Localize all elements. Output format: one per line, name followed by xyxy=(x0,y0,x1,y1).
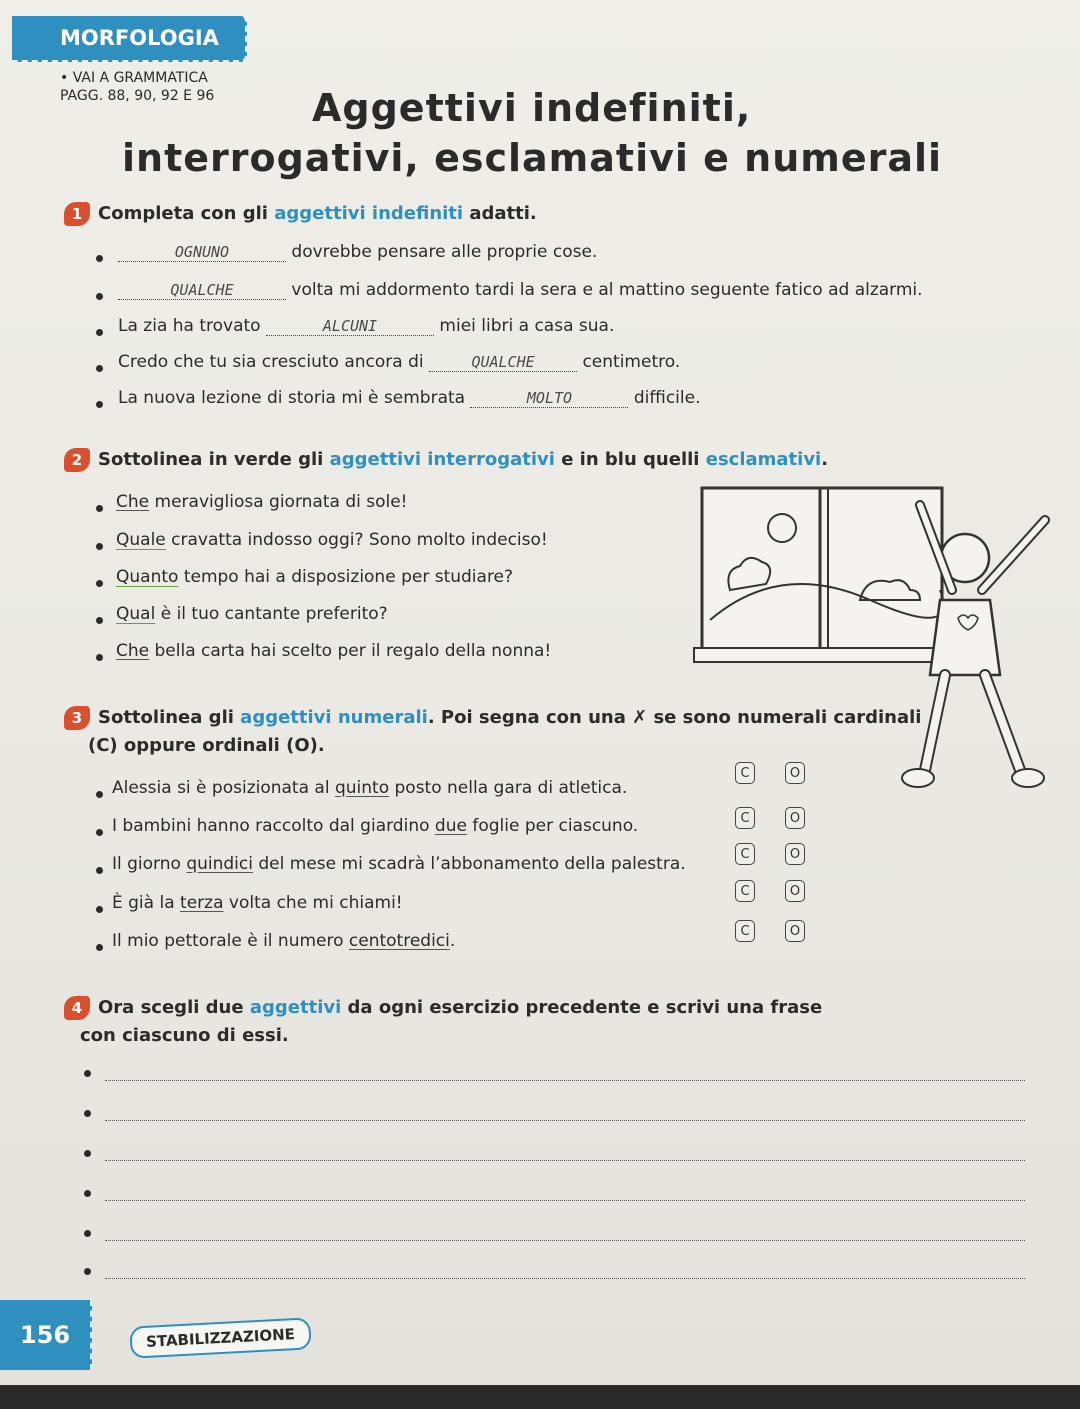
cardinal-checkbox[interactable]: C xyxy=(735,843,755,865)
bullet xyxy=(96,580,103,587)
ex1-item-3: La zia ha trovato ALCUNI miei libri a casa sua. xyxy=(118,316,615,336)
answer-line[interactable] xyxy=(105,1278,1025,1279)
answer-line[interactable] xyxy=(105,1200,1025,1201)
bullet xyxy=(96,505,103,512)
exercise-4-heading xyxy=(64,994,822,1022)
bullet xyxy=(84,1110,91,1117)
page-number: 156 xyxy=(0,1300,92,1370)
ex1-item-2: QUALCHE volta mi addormento tardi la sera e al mattino seguente fatico ad alzarmi. xyxy=(118,280,923,300)
background-surface xyxy=(0,1385,1080,1409)
ex2-item-1: Che meravigliosa giornata di sole! xyxy=(116,492,408,512)
exercise-1-number: 1 xyxy=(64,202,90,226)
bullet xyxy=(96,365,103,372)
ex3-item-2: I bambini hanno raccolto dal giardino due foglie per ciascuno. xyxy=(112,816,639,836)
bullet xyxy=(96,617,103,624)
bullet xyxy=(84,1268,91,1275)
exercise-2-heading xyxy=(64,446,828,474)
page-title-line2: interrogativi, esclamativi e numerali xyxy=(122,136,943,180)
ordinal-checkbox[interactable]: O xyxy=(785,843,805,865)
answer-line[interactable] xyxy=(105,1080,1025,1081)
exercise-4-instruction: Ora scegli due aggettivi da ogni esercizio precedente e scrivi una frase xyxy=(98,997,823,1018)
exercise-3-heading xyxy=(64,704,921,732)
answer-line[interactable] xyxy=(105,1120,1025,1121)
cardinal-checkbox[interactable]: C xyxy=(735,807,755,829)
ordinal-checkbox[interactable]: O xyxy=(785,880,805,902)
bullet xyxy=(84,1190,91,1197)
page-title: Aggettivi indefiniti, xyxy=(312,86,752,130)
ex1-answer-field[interactable]: MOLTO xyxy=(470,389,628,408)
page-reference: PAGG. 88, 90, 92 E 96 xyxy=(60,88,215,104)
ex1-answer-field[interactable]: OGNUNO xyxy=(118,243,286,262)
ex2-item-4: Qual è il tuo cantante preferito? xyxy=(116,604,388,624)
ex3-item-3: Il giorno quindici del mese mi scadrà l’abbonamento della palestra. xyxy=(112,854,686,874)
cardinal-checkbox[interactable]: C xyxy=(735,880,755,902)
exercise-2-number: 2 xyxy=(64,448,90,472)
ex2-item-2: Quale cravatta indosso oggi? Sono molto indeciso! xyxy=(116,530,548,550)
answer-line[interactable] xyxy=(105,1160,1025,1161)
ex3-item-1: Alessia si è posizionata al quinto posto nella gara di atletica. xyxy=(112,778,628,798)
bullet xyxy=(96,401,103,408)
ordinal-checkbox[interactable]: O xyxy=(785,762,805,784)
bullet xyxy=(96,791,103,798)
ex3-item-4: È già la terza volta che mi chiami! xyxy=(112,893,403,913)
grammar-reference: • VAI A GRAMMATICA xyxy=(60,70,208,86)
exercise-3-number: 3 xyxy=(64,706,90,730)
bullet xyxy=(96,829,103,836)
ex1-answer-field[interactable]: QUALCHE xyxy=(429,353,577,372)
exercise-1-heading xyxy=(64,200,537,228)
ex2-item-5: Che bella carta hai scelto per il regalo della nonna! xyxy=(116,641,552,661)
exercise-1-instruction: Completa con gli aggettivi indefiniti adatti. xyxy=(98,203,537,224)
cardinal-checkbox[interactable]: C xyxy=(735,762,755,784)
cardinal-checkbox[interactable]: C xyxy=(735,920,755,942)
ordinal-checkbox[interactable]: O xyxy=(785,920,805,942)
section-tag: MORFOLOGIA xyxy=(12,16,247,62)
bullet xyxy=(96,654,103,661)
ex1-item-4: Credo che tu sia cresciuto ancora di QUALCHE centimetro. xyxy=(118,352,681,372)
bullet xyxy=(84,1230,91,1237)
ex2-item-3: Quanto tempo hai a disposizione per studiare? xyxy=(116,567,514,587)
ex1-item-5: La nuova lezione di storia mi è sembrata MOLTO difficile. xyxy=(118,388,701,408)
ex1-answer-field[interactable]: ALCUNI xyxy=(266,317,434,336)
bullet xyxy=(96,906,103,913)
ex1-answer-field[interactable]: QUALCHE xyxy=(118,281,286,300)
answer-line[interactable] xyxy=(105,1240,1025,1241)
bullet xyxy=(96,329,103,336)
bullet xyxy=(96,867,103,874)
exercise-4-instruction-line2: con ciascuno di essi. xyxy=(80,1025,289,1046)
bullet xyxy=(96,944,103,951)
bullet xyxy=(96,543,103,550)
bullet xyxy=(84,1070,91,1077)
exercise-4-number: 4 xyxy=(64,996,90,1020)
exercise-2-instruction: Sottolinea in verde gli aggettivi interrogativi e in blu quelli esclamativi. xyxy=(98,449,829,470)
exercise-3-instruction: Sottolinea gli aggettivi numerali. Poi segna con una ✗ se sono numerali cardinali xyxy=(98,707,922,728)
ordinal-checkbox[interactable]: O xyxy=(785,807,805,829)
exercise-3-instruction-line2: (C) oppure ordinali (O). xyxy=(88,735,325,756)
ex3-item-5: Il mio pettorale è il numero centotredici. xyxy=(112,931,456,951)
child-window-illustration xyxy=(690,480,1060,810)
ex1-item-1: OGNUNO dovrebbe pensare alle proprie cose. xyxy=(118,242,597,262)
bullet xyxy=(84,1150,91,1157)
section-label: STABILIZZAZIONE xyxy=(129,1317,311,1358)
bullet xyxy=(96,293,103,300)
bullet xyxy=(96,255,103,262)
